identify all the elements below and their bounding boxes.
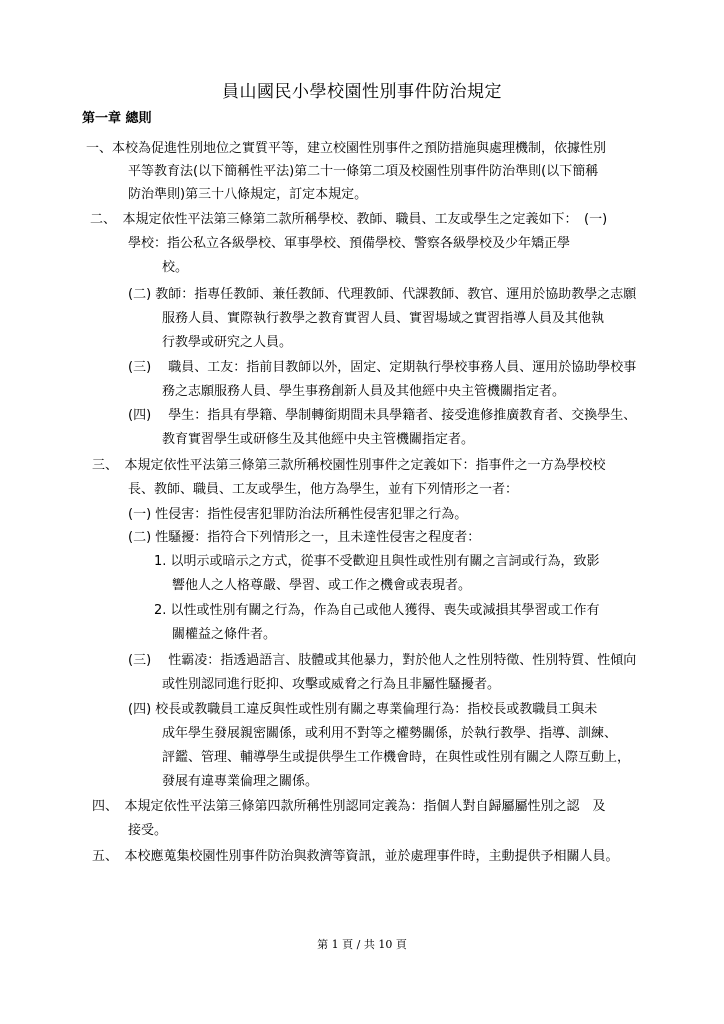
paragraph-line: 五、 本校應蒐集校園性別事件防治與救濟等資訊，並於處理事件時，主動提供予相關人員。 (92, 849, 619, 864)
paragraph-line: 行教學或研究之人員。 (162, 335, 293, 350)
paragraph-line: 二、 本規定依性平法第三條第二款所稱學校、教師、職員、工友或學生之定義如下： (一) (90, 212, 608, 227)
paragraph-line: (三) 職員、工友：指前目教師以外，固定、定期執行學校事務人員、運用於協助學校事 (128, 360, 637, 375)
paragraph-line: 評鑑、管理、輔導學生或提供學生工作機會時，在與性或性別有關之人際互動上， (162, 750, 631, 765)
paragraph-line: 或性別認同進行貶抑、攻擊或威脅之行為且非屬性騷擾者。 (162, 677, 501, 692)
paragraph-line: (一) 性侵害：指性侵害犯罪防治法所稱性侵害犯罪之行為。 (128, 507, 468, 522)
page-number-footer: 第 1 頁 / 共 10 頁 (317, 938, 407, 951)
paragraph-line: 接受。 (128, 823, 168, 838)
paragraph-line: (二) 性騷擾：指符合下列情形之一，且未達性侵害之程度者： (128, 530, 481, 545)
paragraph-line: 發展有違專業倫理之關係。 (162, 774, 319, 789)
document-title: 員山國民小學校園性別事件防治規定 (222, 82, 502, 102)
paragraph-line: (二) 教師：指專任教師、兼任教師、代理教師、代課教師、教官、運用於協助教學之志願 (128, 287, 637, 302)
paragraph-line: (四) 學生：指具有學籍、學制轉銜期間未具學籍者、接受進修推廣教育者、交換學生、 (128, 408, 637, 423)
paragraph-line: 務之志願服務人員、學生事務創新人員及其他經中央主管機關指定者。 (162, 384, 566, 399)
paragraph-line: 長、教師、職員、工友或學生，他方為學生，並有下列情形之一者： (128, 482, 519, 497)
paragraph-line: (四) 校長或教職員工違反與性或性別有關之專業倫理行為：指校長或教職員工與未 (128, 702, 598, 717)
paragraph-line: 關權益之條件者。 (172, 627, 277, 642)
paragraph-line: 四、 本規定依性平法第三條第四款所稱性別認同定義為：指個人對自歸屬屬性別之認 及 (92, 799, 606, 814)
paragraph-line: 響他人之人格尊嚴、學習、或工作之機會或表現者。 (172, 578, 472, 593)
paragraph-line: 學校：指公私立各級學校、軍事學校、預備學校、警察各級學校及少年矯正學 (128, 236, 571, 251)
paragraph-line: 1. 以明示或暗示之方式，從事不受歡迎且與性或性別有關之言詞或行為，致影 (154, 554, 600, 569)
paragraph-line: 一、本校為促進性別地位之實質平等，建立校園性別事件之預防措施與處理機制，依據性別 (86, 141, 607, 156)
paragraph-line: 服務人員、實際執行教學之教育實習人員、實習場域之實習指導人員及其他執 (162, 311, 605, 326)
paragraph-line: 校。 (162, 260, 189, 275)
paragraph-line: 三、 本規定依性平法第三條第三款所稱校園性別事件之定義如下：指事件之一方為學校校 (92, 458, 606, 473)
paragraph-line: 教育實習學生或研修生及其他經中央主管機關指定者。 (162, 432, 475, 447)
chapter-heading: 第一章 總則 (82, 111, 152, 126)
paragraph-line: 平等教育法(以下簡稱性平法)第二十一條第二項及校園性別事件防治準則(以下簡稱 (128, 164, 599, 179)
paragraph-line: (三) 性霸凌：指透過語言、肢體或其他暴力，對於他人之性別特徵、性別特質、性傾向 (128, 653, 637, 668)
paragraph-line: 2. 以性或性別有關之行為，作為自己或他人獲得、喪失或減損其學習或工作有 (154, 603, 600, 618)
paragraph-line: 成年學生發展親密關係，或利用不對等之權勢關係，於執行教學、指導、訓練、 (162, 726, 618, 741)
paragraph-line: 防治準則)第三十八條規定，訂定本規定。 (128, 187, 368, 202)
